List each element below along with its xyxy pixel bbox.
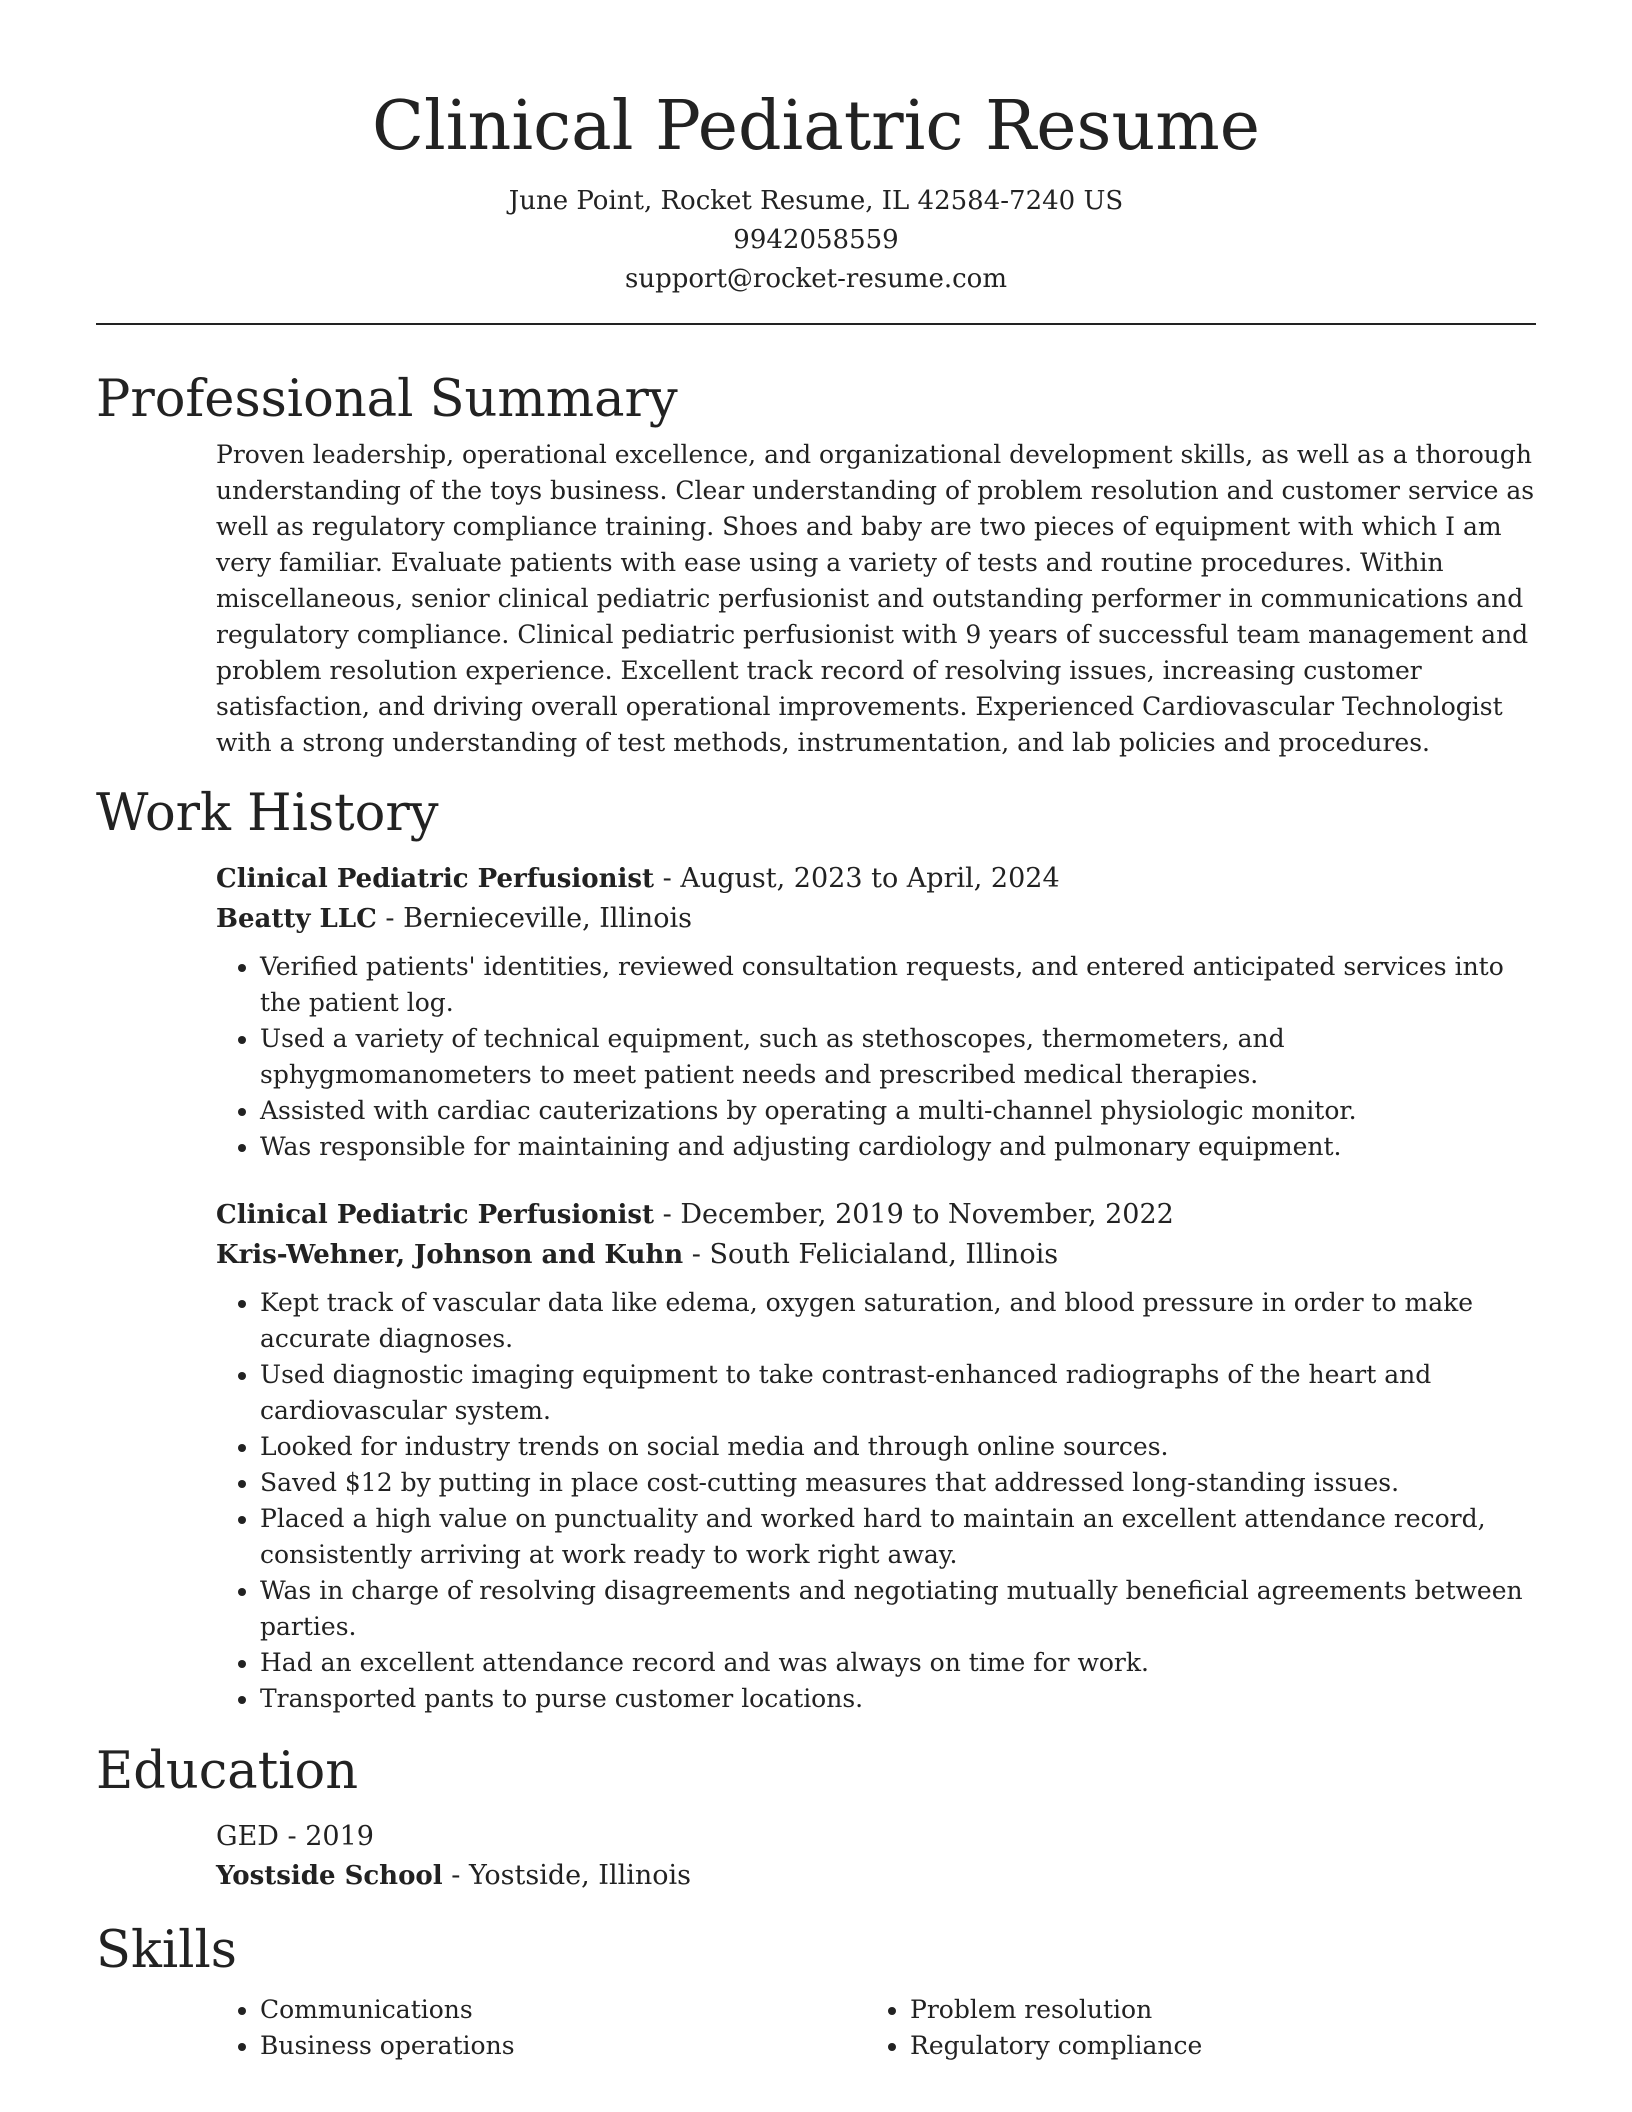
education-section — [96, 1739, 1536, 1896]
skills-section — [96, 1918, 1536, 2064]
skills-column-right — [866, 1992, 1516, 2064]
job-entry — [216, 1195, 1536, 1717]
summary-heading: Professional Summary — [96, 370, 678, 429]
education-year: - 2019 — [278, 1821, 374, 1852]
contact-email: support@rocket-resume.com — [624, 264, 1007, 294]
skills-heading: Skills — [96, 1921, 237, 1980]
education-location: - Yostside, Illinois — [442, 1860, 692, 1891]
job-role: Clinical Pediatric Perfusionist — [216, 1200, 655, 1230]
header-divider — [96, 323, 1536, 325]
education-degree-line — [216, 1817, 1536, 1856]
summary-section — [96, 367, 1536, 761]
skills-grid — [216, 1992, 1536, 2064]
list-item: • Communications — [260, 1992, 866, 2028]
work-history-body — [216, 859, 1536, 1717]
list-item: • Kept track of vascular data like edema, oxygen saturation, and blood pressure in order to make accurate diagnoses. — [260, 1285, 1536, 1357]
contact-phone: 9942058559 — [733, 225, 899, 255]
work-history-section — [96, 781, 1536, 1717]
list-item: • Used diagnostic imaging equipment to take contrast-enhanced radiographs of the heart and cardiovascular system. — [260, 1357, 1536, 1429]
list-item: • Transported pants to purse customer locations. — [260, 1681, 1536, 1717]
education-body — [216, 1817, 1536, 1896]
list-item: • Looked for industry trends on social media and through online sources. — [260, 1429, 1536, 1465]
skills-list-right — [866, 1992, 1516, 2064]
job-company: Kris-Wehner, Johnson and Kuhn — [216, 1240, 684, 1270]
job-title-line — [216, 859, 1536, 899]
skills-body — [216, 1992, 1536, 2064]
list-item: • Had an excellent attendance record and was always on time for work. — [260, 1645, 1536, 1681]
list-item: • Regulatory compliance — [910, 2028, 1516, 2064]
summary-text: Proven leadership, operational excellence, and organizational development skills, as well as a thorough understanding of the toys business. Clear understanding of problem resolution and customer service as well as regulatory compliance training. Shoes and baby are two pieces of equipment with which I am very familiar. Evaluate patients with ease using a variety of tests and routine procedures. Within miscellaneous, senior clinical pediatric perfusionist and outstanding performer in communications and regulatory compliance. Clinical pediatric perfusionist with 9 years of successful team management and problem resolution experience. Excellent track record of resolving issues, increasing customer satisfaction, and driving overall operational improvements. Experienced Cardiovascular Technologist with a strong understanding of test methods, instrumentation, and lab policies and procedures. — [216, 440, 1535, 757]
job-location: - Bernieceville, Illinois — [376, 903, 692, 934]
list-item: • Verified patients' identities, reviewed consultation requests, and entered anticipated services into the patient log. — [260, 949, 1536, 1021]
job-company-line — [216, 1235, 1536, 1275]
job-bullets — [216, 949, 1536, 1165]
job-location: - South Felicialand, Illinois — [683, 1239, 1059, 1270]
resume-header — [96, 0, 1536, 299]
contact-address: June Point, Rocket Resume, IL 42584-7240 US — [508, 186, 1124, 216]
summary-body — [216, 437, 1536, 761]
list-item: • Business operations — [260, 2028, 866, 2064]
skills-list-left — [216, 1992, 866, 2064]
list-item: • Assisted with cardiac cauterizations by operating a multi-channel physiologic monitor. — [260, 1093, 1536, 1129]
list-item: • Saved $12 by putting in place cost-cutting measures that addressed long-standing issues. — [260, 1465, 1536, 1501]
list-item: • Was responsible for maintaining and adjusting cardiology and pulmonary equipment. — [260, 1129, 1536, 1165]
job-company-line — [216, 899, 1536, 939]
list-item: • Used a variety of technical equipment, such as stethoscopes, thermometers, and sphygmomanometers to meet patient needs and prescribed medical therapies. — [260, 1021, 1536, 1093]
list-item: • Was in charge of resolving disagreements and negotiating mutually beneficial agreements between parties. — [260, 1573, 1536, 1645]
job-company: Beatty LLC — [216, 904, 377, 934]
resume-title: Clinical Pediatric Resume — [372, 87, 1260, 166]
skills-column-left — [216, 1992, 866, 2064]
job-entry — [216, 859, 1536, 1165]
job-role: Clinical Pediatric Perfusionist — [216, 864, 655, 894]
list-item: • Problem resolution — [910, 1992, 1516, 2028]
education-school: Yostside School — [216, 1861, 443, 1891]
job-bullets — [216, 1285, 1536, 1717]
job-title-line — [216, 1195, 1536, 1235]
education-degree: GED — [216, 1821, 279, 1852]
list-item: • Placed a high value on punctuality and worked hard to maintain an excellent attendance record, consistently arriving at work ready to work right away. — [260, 1501, 1536, 1573]
job-dates: - December, 2019 to November, 2022 — [654, 1199, 1174, 1230]
contact-info — [96, 182, 1536, 299]
work-history-heading: Work History — [96, 784, 439, 843]
education-heading: Education — [96, 1742, 359, 1801]
job-dates: - August, 2023 to April, 2024 — [654, 863, 1060, 894]
education-school-line — [216, 1856, 1536, 1896]
resume-page — [96, 0, 1536, 2064]
